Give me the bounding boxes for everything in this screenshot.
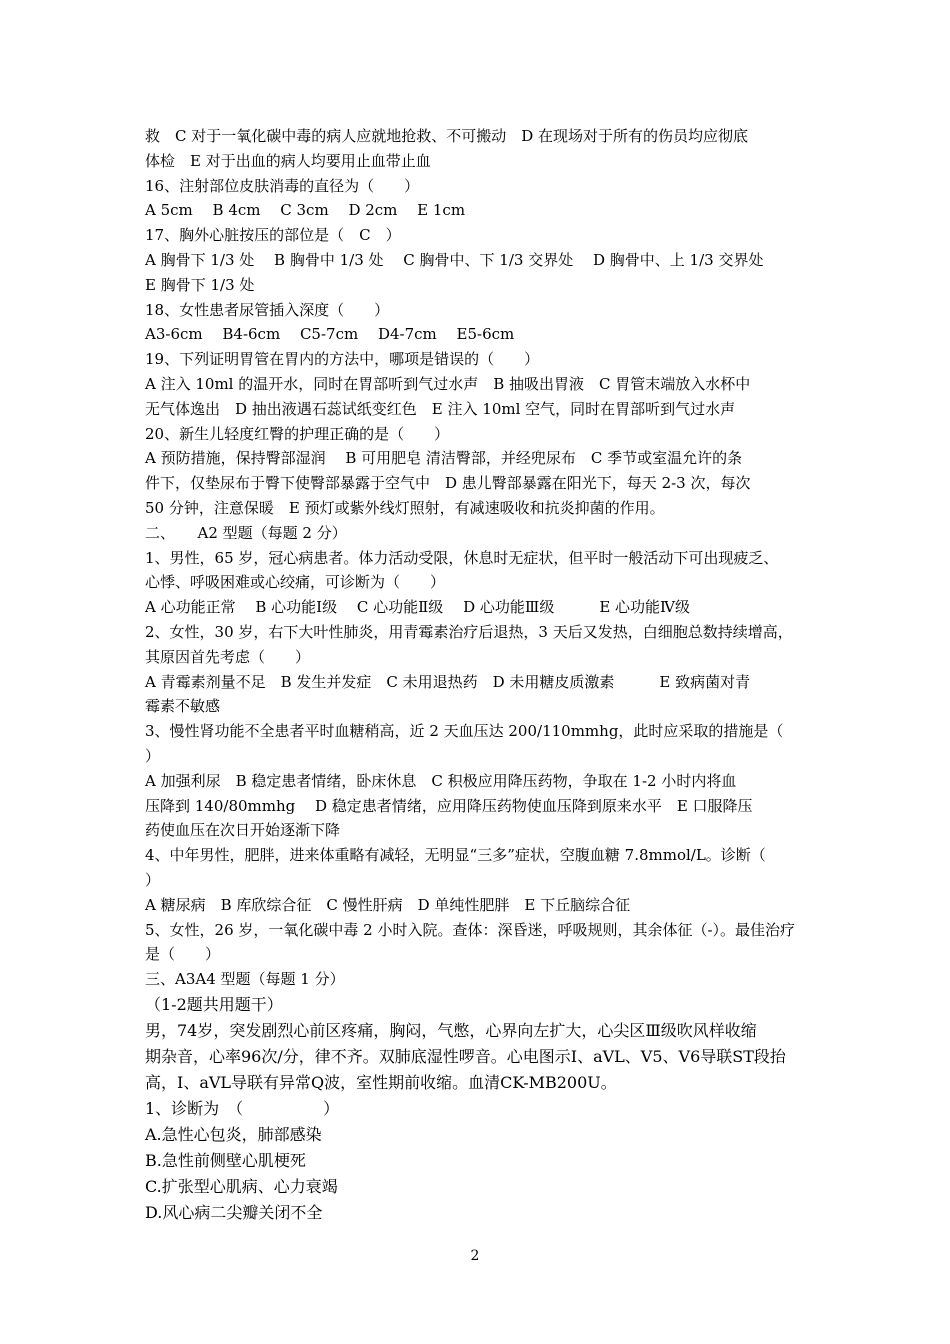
question-20: 20、新生儿轻度红臀的护理正确的是（ ） bbox=[145, 424, 450, 443]
section-heading-a3a4: 三、A3A4 型题（每题 1 分） bbox=[145, 970, 345, 989]
document-body bbox=[145, 124, 810, 1226]
question-18: 18、女性患者尿管插入深度（ ） bbox=[145, 300, 390, 319]
a3-option-d: D.风心病二尖瓣关闭不全 bbox=[145, 1202, 323, 1222]
question-16: 16、注射部位皮肤消毒的直径为（ ） bbox=[145, 176, 420, 195]
options-20: 50 分钟，注意保暖 E 预灯或紫外线灯照射，有减速吸收和抗炎抑菌的作用。 bbox=[145, 498, 665, 517]
question-17: 17、胸外心脏按压的部位是（ C ） bbox=[145, 226, 401, 245]
a2-question-2: 其原因首先考虑（ ） bbox=[145, 647, 311, 666]
a3-option-a: A.急性心包炎，肺部感染 bbox=[145, 1124, 322, 1144]
options-20: A 预防措施，保持臀部湿润 B 可用肥皂 清洁臀部，并经兜尿布 C 季节或室温允许的条 bbox=[145, 449, 743, 468]
a2-question-1: 1、男性，65 岁，冠心病患者。体力活动受限，休息时无症状，但平时一般活动下可出现疲乏、 bbox=[145, 548, 779, 567]
a2-question-3: 3、慢性肾功能不全患者平时血糖稍高，近 2 天血压达 200/110mmhg，此时应采取的措施是（ bbox=[145, 722, 784, 741]
options-19: 无气体逸出 D 抽出液遇石蕊试纸变红色 E 注入 10ml 空气，同时在胃部听到气过水声 bbox=[145, 399, 736, 418]
a2-question-4: 4、中年男性，肥胖，进来体重略有减轻，无明显“三多”症状，空腹血糖 7.8mmol/L。诊断（ bbox=[145, 846, 766, 865]
page-number: 2 bbox=[470, 1248, 480, 1264]
a2-options-3: A 加强利尿 B 稳定患者情绪，卧床休息 C 积极应用降压药物，争取在 1-2 小时内将血 bbox=[145, 771, 737, 790]
text-line: 救 C 对于一氧化碳中毒的病人应就地抢救、不可搬动 D 在现场对于所有的伤员均应彻底 bbox=[145, 127, 749, 145]
section-heading-a2: 二、 A2 型题（每题 2 分） bbox=[145, 523, 347, 542]
options-16: A 5cm B 4cm C 3cm D 2cm E 1cm bbox=[145, 201, 466, 220]
a2-options-2: 霉素不敏感 bbox=[145, 697, 221, 716]
a2-options-3: 压降到 140/80mmhg D 稳定患者情绪，应用降压药物使血压降到原来水平 E 口服降压 bbox=[145, 796, 753, 815]
a2-question-2: 2、女性，30 岁，右下大叶性肺炎，用青霉素治疗后退热，3 天后又发热，白细胞总数持续增高， bbox=[145, 622, 793, 641]
a2-options-4: A 糖尿病 B 库欣综合征 C 慢性肝病 D 单纯性肥胖 E 下丘脑综合征 bbox=[145, 895, 631, 914]
a2-question-5: 是（ ） bbox=[145, 945, 221, 964]
a3-option-c: C.扩张型心肌病、心力衰竭 bbox=[145, 1176, 338, 1196]
question-19: 19、下列证明胃管在胃内的方法中，哪项是错误的（ ） bbox=[145, 350, 540, 369]
options-20: 件下，仅垫尿布于臀下使臀部暴露于空气中 D 患儿臀部暴露在阳光下，每天 2-3 次，每次 bbox=[145, 474, 751, 493]
text-line: 体检 E 对于出血的病人均要用止血带止血 bbox=[145, 151, 431, 170]
a2-question-4: ） bbox=[145, 870, 161, 889]
a2-question-1: 心悸、呼吸困难或心绞痛，可诊断为（ ） bbox=[145, 573, 446, 592]
options-17: A 胸骨下 1/3 处 B 胸骨中 1/3 处 C 胸骨中、下 1/3 交界处 D 胸骨中、上 1/3 交界处 bbox=[145, 250, 764, 269]
shared-stem-note: （1-2题共用题干） bbox=[145, 994, 283, 1014]
a2-options-2: A 青霉素剂量不足 B 发生并发症 C 未用退热药 D 未用糖皮质激素 E 致病菌对青 bbox=[145, 672, 751, 691]
case-stem: 高，Ⅰ、aVL导联有异常Q波，室性期前收缩。血清CK-MB200U。 bbox=[145, 1072, 617, 1092]
case-stem: 期杂音，心率96次/分，律不齐。双肺底湿性啰音。心电图示Ⅰ、aVL、V5、V6导联ST段抬 bbox=[145, 1046, 786, 1066]
a2-options-1: A 心功能正常 B 心功能Ⅰ级 C 心功能Ⅱ级 D 心功能Ⅲ级 E 心功能Ⅳ级 bbox=[145, 598, 691, 617]
a2-options-3: 药使血压在次日开始逐渐下降 bbox=[145, 821, 341, 840]
a2-question-3: ） bbox=[145, 746, 161, 765]
a3-option-b: B.急性前侧壁心肌梗死 bbox=[145, 1150, 306, 1170]
options-19: A 注入 10ml 的温开水，同时在胃部听到气过水声 B 抽吸出胃液 C 胃管末端放入水杯中 bbox=[145, 374, 751, 393]
options-17: E 胸骨下 1/3 处 bbox=[145, 275, 255, 294]
a2-question-5: 5、女性，26 岁，一氧化碳中毒 2 小时入院。查体：深昏迷，呼吸规则，其余体征（-）。最佳治疗 bbox=[145, 920, 796, 939]
a3-question-1: 1、诊断为 （ ） bbox=[145, 1098, 340, 1118]
options-18: A3-6cm B4-6cm C5-7cm D4-7cm E5-6cm bbox=[145, 325, 515, 344]
case-stem: 男，74岁，突发剧烈心前区疼痛，胸闷，气憋，心界向左扩大，心尖区Ⅲ级吹风样收缩 bbox=[145, 1020, 757, 1040]
